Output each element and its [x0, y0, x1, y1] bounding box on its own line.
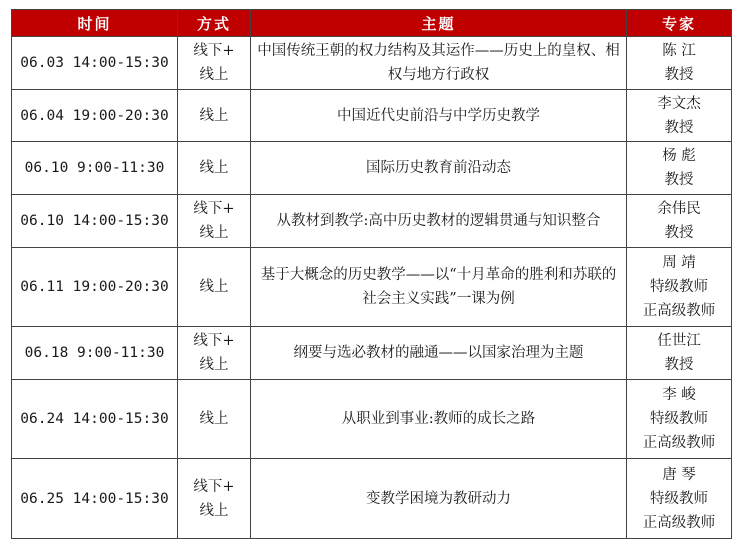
- session-mode-line: 线下+: [193, 333, 235, 349]
- session-mode: [178, 248, 251, 327]
- session-expert: [627, 327, 732, 380]
- session-topic: 纲要与选必教材的融通——以国家治理为主题: [251, 327, 627, 380]
- session-mode: [178, 459, 251, 539]
- expert-title: 教授: [664, 119, 694, 136]
- session-expert: [627, 248, 732, 327]
- session-topic: 中国近代史前沿与中学历史教学: [251, 90, 627, 142]
- session-mode: [178, 37, 251, 90]
- session-time: 06.10 14:00-15:30: [12, 195, 178, 248]
- expert-title: 正高级教师: [642, 435, 716, 451]
- expert-title: 教授: [664, 172, 694, 188]
- expert-title: 正高级教师: [642, 303, 716, 319]
- session-mode: [178, 195, 251, 248]
- session-time: 06.18 9:00-11:30: [12, 327, 178, 380]
- session-expert: [627, 195, 732, 248]
- table-row: [12, 459, 732, 539]
- table-row: [12, 37, 732, 90]
- expert-name: 周 靖: [662, 255, 696, 271]
- expert-title: 教授: [664, 225, 694, 241]
- expert-name: 陈 江: [662, 43, 696, 59]
- session-expert: [627, 37, 732, 90]
- session-mode-line: 线上: [199, 225, 229, 241]
- table-row: [12, 327, 732, 380]
- session-topic: 基于大概念的历史教学——以“十月革命的胜利和苏联的社会主义实践”一课为例: [251, 248, 627, 327]
- session-topic: 从教材到教学:高中历史教材的逻辑贯通与知识整合: [251, 195, 627, 248]
- table-row: [12, 380, 732, 459]
- expert-title: 特级教师: [650, 490, 708, 507]
- session-mode-line: 线上: [199, 411, 229, 427]
- expert-title: 教授: [664, 67, 694, 83]
- header-topic: 主题: [251, 10, 627, 37]
- table-row: [12, 195, 732, 248]
- expert-name: 李 峻: [662, 387, 696, 403]
- session-time: 06.03 14:00-15:30: [12, 37, 178, 90]
- session-mode-line: 线下+: [193, 201, 235, 217]
- header-row: [12, 10, 732, 37]
- session-topic: 从职业到事业:教师的成长之路: [251, 380, 627, 459]
- session-mode-line: 线下+: [193, 43, 235, 59]
- expert-name: 李文杰: [657, 95, 701, 112]
- header-mode: 方式: [178, 10, 251, 37]
- header-time: 时间: [12, 10, 178, 37]
- session-expert: [627, 142, 732, 195]
- session-topic: 中国传统王朝的权力结构及其运作——历史上的皇权、相权与地方行政权: [251, 37, 627, 90]
- session-mode-line: 线上: [199, 279, 229, 295]
- expert-name: 杨 彪: [662, 148, 696, 164]
- session-mode-line: 线上: [199, 107, 229, 124]
- session-expert: [627, 459, 732, 539]
- session-time: 06.24 14:00-15:30: [12, 380, 178, 459]
- session-mode-line: 线上: [199, 502, 229, 519]
- session-expert: [627, 90, 732, 142]
- table-row: [12, 90, 732, 142]
- session-time: 06.11 19:00-20:30: [12, 248, 178, 327]
- header-expert: 专家: [627, 10, 732, 37]
- session-topic: 国际历史教育前沿动态: [251, 142, 627, 195]
- session-mode-line: 线上: [199, 67, 229, 83]
- schedule-table: [11, 9, 732, 539]
- session-time: 06.04 19:00-20:30: [12, 90, 178, 142]
- session-time: 06.10 9:00-11:30: [12, 142, 178, 195]
- session-mode: [178, 90, 251, 142]
- schedule-body: [12, 37, 732, 539]
- table-row: [12, 248, 732, 327]
- session-mode: [178, 327, 251, 380]
- session-mode: [178, 380, 251, 459]
- table-row: [12, 142, 732, 195]
- session-mode-line: 线下+: [193, 478, 235, 495]
- expert-name: 任世江: [657, 333, 701, 349]
- expert-title: 特级教师: [650, 279, 708, 295]
- session-mode: [178, 142, 251, 195]
- expert-name: 余伟民: [657, 201, 701, 217]
- expert-title: 教授: [664, 357, 694, 373]
- session-topic: 变教学困境为教研动力: [251, 459, 627, 539]
- expert-name: 唐 琴: [662, 466, 696, 483]
- session-mode-line: 线上: [199, 160, 229, 176]
- expert-title: 特级教师: [650, 411, 708, 427]
- session-expert: [627, 380, 732, 459]
- expert-title: 正高级教师: [642, 514, 716, 531]
- session-time: 06.25 14:00-15:30: [12, 459, 178, 539]
- session-mode-line: 线上: [199, 357, 229, 373]
